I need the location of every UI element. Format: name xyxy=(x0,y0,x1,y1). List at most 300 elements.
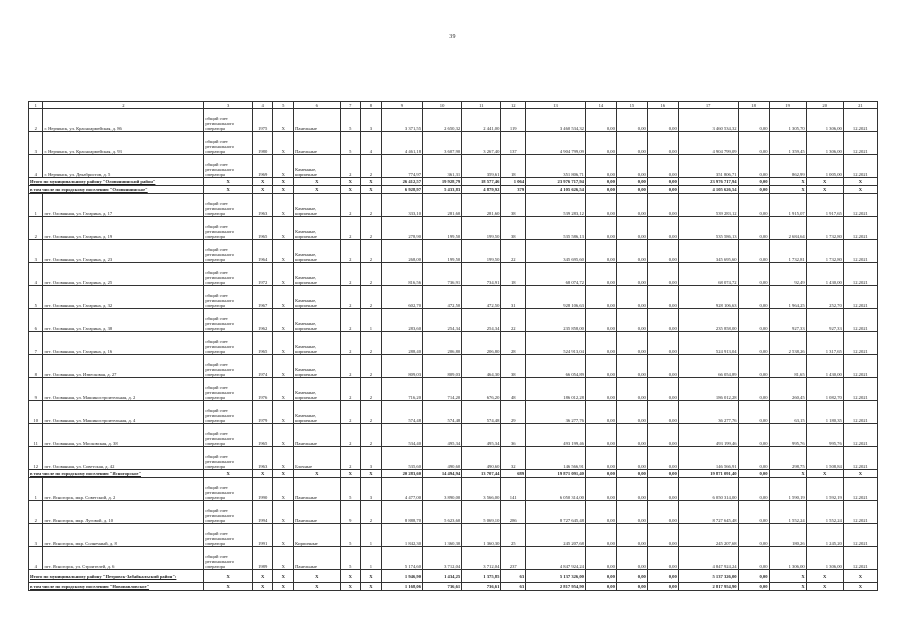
table-cell: 281,60 xyxy=(423,194,462,217)
table-cell: пгт. Оловянная, ул. Гагарина, д. 17 xyxy=(43,194,204,217)
table-cell: X xyxy=(769,570,806,583)
table-cell: 12.2021 xyxy=(843,132,877,155)
table-cell: общий счет регионального оператора xyxy=(204,132,252,155)
table-cell: X xyxy=(361,570,382,583)
table-cell: 0,00 xyxy=(585,217,616,240)
column-number-cell: 8 xyxy=(361,102,382,109)
table-cell: общий счет регионального оператора xyxy=(204,478,252,501)
table-row xyxy=(29,332,878,355)
table-cell: 186 012,28 xyxy=(678,378,738,401)
table-cell: 12.2021 xyxy=(843,263,877,286)
column-number-cell: 9 xyxy=(381,102,422,109)
table-cell: 0,00 xyxy=(738,424,769,447)
table-cell: 495,34 xyxy=(462,424,501,447)
table-cell: 0,00 xyxy=(585,309,616,332)
table-cell: 38 xyxy=(501,194,526,217)
table-cell: 119 xyxy=(501,109,526,132)
table-cell: 6 xyxy=(29,309,43,332)
table-cell: 0,00 xyxy=(647,309,678,332)
table-cell: 361,31 xyxy=(423,155,462,178)
table-cell: г. Нерчинск, ул. Красноармейская, д. 93 xyxy=(43,132,204,155)
table-cell: 1976 xyxy=(252,378,273,401)
table-cell: X xyxy=(273,424,294,447)
table-cell: пгт. Ясногорск, мкр. Солнечный, д. 8 xyxy=(43,524,204,547)
table-cell: 1 590,19 xyxy=(769,478,806,501)
table-cell: 22 xyxy=(501,309,526,332)
table-cell: X xyxy=(273,217,294,240)
table-cell: 2 650,32 xyxy=(423,109,462,132)
table-cell: 2 xyxy=(361,194,382,217)
table-cell: 2 xyxy=(340,240,361,263)
table-cell: 0,00 xyxy=(616,424,647,447)
table-cell: 1 592,19 xyxy=(806,478,843,501)
table-cell: 0,00 xyxy=(616,378,647,401)
table-cell: пгт. Оловянная, ул. Гагарина, д. 38 xyxy=(43,309,204,332)
table-cell: 0,00 xyxy=(738,109,769,132)
table-cell: 1 064 xyxy=(501,178,526,186)
table-cell: Панельные xyxy=(294,132,340,155)
table-cell: 252,70 xyxy=(806,286,843,309)
table-row xyxy=(29,194,878,217)
table-cell: 535 586,13 xyxy=(678,217,738,240)
table-cell: 0,00 xyxy=(647,263,678,286)
table-cell: X xyxy=(252,186,273,194)
table-cell: X xyxy=(273,240,294,263)
table-cell: 345 695,60 xyxy=(526,240,586,263)
table-cell: 2 xyxy=(340,309,361,332)
table-cell: X xyxy=(273,355,294,378)
column-number-cell: 20 xyxy=(806,102,843,109)
table-cell: 12.2021 xyxy=(843,355,877,378)
table-cell: 774,97 xyxy=(381,155,422,178)
table-cell: 12.2021 xyxy=(843,501,877,524)
table-cell: 1 360,30 xyxy=(462,524,501,547)
table-cell: 0,00 xyxy=(585,547,616,570)
table-cell: 524 913,04 xyxy=(678,332,738,355)
table-cell: 0,00 xyxy=(585,447,616,470)
table-cell: 1 430,00 xyxy=(806,263,843,286)
table-cell: 2 xyxy=(361,286,382,309)
table-cell: X xyxy=(769,178,806,186)
column-number-cell: 17 xyxy=(678,102,738,109)
column-number-cell: 18 xyxy=(738,102,769,109)
table-cell: 5 xyxy=(29,286,43,309)
table-cell: X xyxy=(204,583,252,591)
column-number-cell: 19 xyxy=(769,102,806,109)
table-cell: 5 433,83 xyxy=(423,186,462,194)
table-cell: 286 xyxy=(501,501,526,524)
table-cell: 4 904 799,09 xyxy=(526,132,586,155)
table-cell: 5 xyxy=(340,524,361,547)
table-cell: 0,00 xyxy=(616,186,647,194)
table-cell: Каменные, кирпичные xyxy=(294,355,340,378)
table-cell: 574,48 xyxy=(381,401,422,424)
table-cell: 927,33 xyxy=(806,309,843,332)
column-number-cell: 10 xyxy=(423,102,462,109)
table-cell: 2 xyxy=(361,332,382,355)
table-cell: X xyxy=(273,501,294,524)
table-cell: Каменные, кирпичные xyxy=(294,401,340,424)
table-cell: 0,00 xyxy=(616,401,647,424)
table-cell: 0,00 xyxy=(616,240,647,263)
table-cell: 2 xyxy=(361,263,382,286)
table-cell: 36 277,76 xyxy=(526,401,586,424)
table-cell: X xyxy=(204,470,252,478)
table-cell: X xyxy=(769,186,806,194)
table-cell: 0,00 xyxy=(738,194,769,217)
table-cell: пгт. Оловянная, ул. Московская, д. 38 xyxy=(43,424,204,447)
table-cell: 0,00 xyxy=(585,263,616,286)
table-cell: 3 xyxy=(29,524,43,547)
table-cell: X xyxy=(252,570,273,583)
table-cell: 0,00 xyxy=(616,583,647,591)
table-cell: 490,60 xyxy=(423,447,462,470)
table-cell: 3 xyxy=(361,478,382,501)
table-cell: 2 xyxy=(340,194,361,217)
table-cell: X xyxy=(806,583,843,591)
table-cell: 5 xyxy=(340,478,361,501)
table-cell: Панельные xyxy=(294,109,340,132)
table-cell: Каменные, кирпичные xyxy=(294,155,340,178)
table-cell: 20 283,60 xyxy=(381,470,422,478)
table-cell: 283,60 xyxy=(381,309,422,332)
table-cell: 0,00 xyxy=(647,447,678,470)
table-cell: 0,00 xyxy=(738,263,769,286)
table-cell: 1980 xyxy=(252,132,273,155)
table-row xyxy=(29,424,878,447)
table-cell: 0,00 xyxy=(647,186,678,194)
table-cell: 539 283,12 xyxy=(526,194,586,217)
table-cell: 0,00 xyxy=(647,132,678,155)
table-cell: X xyxy=(273,309,294,332)
table-cell: общий счет регионального оператора xyxy=(204,155,252,178)
table-cell: 0,00 xyxy=(585,401,616,424)
table-cell: 0,00 xyxy=(738,478,769,501)
table-cell: 4 xyxy=(29,263,43,286)
table-cell: 0,00 xyxy=(585,194,616,217)
table-cell: пгт. Оловянная, ул. Гагарина, д. 19 xyxy=(43,217,204,240)
table-cell: Каменные, кирпичные xyxy=(294,332,340,355)
table-cell: X xyxy=(273,263,294,286)
table-row xyxy=(29,263,878,286)
table-cell: 3 xyxy=(361,109,382,132)
table-cell: 245 207,68 xyxy=(526,524,586,547)
table-cell: 12.2021 xyxy=(843,424,877,447)
table-cell: X xyxy=(843,470,877,478)
summary-row xyxy=(29,583,878,591)
table-cell: 1 317,65 xyxy=(806,332,843,355)
table-cell: 2 xyxy=(340,447,361,470)
table-cell: 0,00 xyxy=(616,263,647,286)
table-cell: 1994 xyxy=(252,501,273,524)
table-cell: 351 806,71 xyxy=(526,155,586,178)
table-cell: 1 917,65 xyxy=(806,194,843,217)
table-cell: 0,00 xyxy=(585,478,616,501)
table-cell: 63 xyxy=(501,583,526,591)
table-cell: 0,00 xyxy=(647,570,678,583)
table-cell: 8 xyxy=(29,355,43,378)
table-cell: пгт. Оловянная, ул. Машиностроительная, д. 4 xyxy=(43,401,204,424)
summary-row xyxy=(29,186,878,194)
table-cell: 1 946,90 xyxy=(381,570,422,583)
table-cell: 199,50 xyxy=(462,240,501,263)
table-cell: X xyxy=(340,178,361,186)
table-cell: 379 xyxy=(501,186,526,194)
table-cell: общий счет регионального оператора xyxy=(204,309,252,332)
table-cell: 714,20 xyxy=(423,378,462,401)
table-cell: X xyxy=(252,470,273,478)
table-cell: 26 412,57 xyxy=(381,178,422,186)
table-cell: общий счет регионального оператора xyxy=(204,424,252,447)
table-cell: 254,34 xyxy=(423,309,462,332)
table-cell: 2 xyxy=(29,501,43,524)
table-cell: 574,48 xyxy=(423,401,462,424)
table-cell: 9 xyxy=(29,378,43,401)
table-cell: X xyxy=(273,186,294,194)
table-cell: Каменные, кирпичные xyxy=(294,263,340,286)
table-cell: 1989 xyxy=(252,547,273,570)
table-cell: X xyxy=(806,178,843,186)
housing-repair-table xyxy=(28,101,878,591)
table-cell: 5 069,10 xyxy=(462,501,501,524)
table-cell: 602,70 xyxy=(381,286,422,309)
table-cell: 19 928,79 xyxy=(423,178,462,186)
table-cell: г. Нерчинск, ул. Декабристов, д. 5 xyxy=(43,155,204,178)
table-cell: 1 005,00 xyxy=(806,155,843,178)
table-cell: 31 xyxy=(501,286,526,309)
table-cell: 146 566,91 xyxy=(678,447,738,470)
table-cell: 0,00 xyxy=(738,240,769,263)
table-cell: общий счет регионального оператора xyxy=(204,401,252,424)
table-cell: 0,00 xyxy=(616,132,647,155)
table-cell: 2 xyxy=(340,155,361,178)
table-cell: 5 xyxy=(340,132,361,155)
table-cell: 1964 xyxy=(252,240,273,263)
table-cell: Каменные, кирпичные xyxy=(294,309,340,332)
table-cell: X xyxy=(273,132,294,155)
table-cell: 1 732,80 xyxy=(806,217,843,240)
table-cell: X xyxy=(340,470,361,478)
table-cell: X xyxy=(340,583,361,591)
table-cell: 535 586,13 xyxy=(526,217,586,240)
table-cell: 0,00 xyxy=(738,547,769,570)
table-cell: 235 858,00 xyxy=(678,309,738,332)
table-cell: X xyxy=(361,470,382,478)
table-cell: 245 207,68 xyxy=(678,524,738,547)
table-cell: X xyxy=(204,178,252,186)
table-cell: X xyxy=(273,155,294,178)
table-cell: 12.2021 xyxy=(843,447,877,470)
table-row xyxy=(29,447,878,470)
table-cell: 180,26 xyxy=(769,524,806,547)
table-cell: 7 xyxy=(29,332,43,355)
table-cell: общий счет регионального оператора xyxy=(204,217,252,240)
table-cell: 12.2021 xyxy=(843,109,877,132)
table-cell: пгт. Ясногорск, мкр. Луговой, д. 10 xyxy=(43,501,204,524)
table-cell: X xyxy=(252,583,273,591)
table-cell: 6 050 314,00 xyxy=(526,478,586,501)
table-cell: 2 xyxy=(340,378,361,401)
table-cell: 13 707,44 xyxy=(462,470,501,478)
table-cell: 8 727 645,48 xyxy=(526,501,586,524)
table-cell: 2 xyxy=(29,217,43,240)
table-cell: 734,91 xyxy=(462,263,501,286)
table-cell: 288,40 xyxy=(381,332,422,355)
column-number-row xyxy=(29,102,878,109)
table-cell: 36 xyxy=(501,424,526,447)
table-cell: 8 888,70 xyxy=(381,501,422,524)
table-cell: X xyxy=(361,583,382,591)
table-cell: 48 xyxy=(501,378,526,401)
table-cell: 1991 xyxy=(252,524,273,547)
table-cell: 1965 xyxy=(252,332,273,355)
table-cell: 1 306,00 xyxy=(806,109,843,132)
table-cell: 6 050 314,00 xyxy=(678,478,738,501)
table-cell: 1 552,24 xyxy=(806,501,843,524)
column-number-cell: 15 xyxy=(616,102,647,109)
table-cell: общий счет регионального оператора xyxy=(204,501,252,524)
table-row xyxy=(29,132,878,155)
table-cell: общий счет регионального оператора xyxy=(204,378,252,401)
table-cell: 12.2021 xyxy=(843,478,877,501)
table-cell: 539 283,12 xyxy=(678,194,738,217)
table-cell: X xyxy=(769,583,806,591)
table-cell: 927,33 xyxy=(769,309,806,332)
table-cell: 676,20 xyxy=(462,378,501,401)
table-cell: 5 137 326,00 xyxy=(526,570,586,583)
table-cell: 0,00 xyxy=(647,501,678,524)
table-cell: 1965 xyxy=(252,217,273,240)
table-cell: 345 695,60 xyxy=(678,240,738,263)
table-cell: 0,00 xyxy=(616,178,647,186)
table-cell: 2 xyxy=(361,501,382,524)
table-cell: 5 623,60 xyxy=(423,501,462,524)
table-cell: 1 430,00 xyxy=(806,355,843,378)
table-cell: 1963 xyxy=(252,194,273,217)
table-cell: 12.2021 xyxy=(843,547,877,570)
summary-row xyxy=(29,470,878,478)
table-cell: 0,00 xyxy=(738,178,769,186)
table-cell: 0,00 xyxy=(585,583,616,591)
table-cell: 2 xyxy=(340,332,361,355)
table-cell: общий счет регионального оператора xyxy=(204,240,252,263)
table-cell: 0,00 xyxy=(616,332,647,355)
table-cell: 689 xyxy=(501,470,526,478)
table-cell: 1967 xyxy=(252,286,273,309)
table-cell: 535,60 xyxy=(381,447,422,470)
table-cell: 2 817 954,90 xyxy=(678,583,738,591)
table-row xyxy=(29,501,878,524)
table-cell: 2 xyxy=(361,217,382,240)
table-cell: 3 712,04 xyxy=(423,547,462,570)
table-cell: 4 847 924,24 xyxy=(526,547,586,570)
table-cell: 0,00 xyxy=(616,524,647,547)
table-cell: 0,00 xyxy=(585,355,616,378)
table-cell: 25 xyxy=(501,524,526,547)
table-cell: 2 xyxy=(361,424,382,447)
table-cell: общий счет регионального оператора xyxy=(204,332,252,355)
table-cell: 1 508,84 xyxy=(806,447,843,470)
table-cell: X xyxy=(843,178,877,186)
table-cell: 1 305,70 xyxy=(769,109,806,132)
table-cell: 0,00 xyxy=(738,524,769,547)
table-cell: X xyxy=(273,547,294,570)
table-cell: пгт. Оловянная, ул. Гагарина, д. 16 xyxy=(43,332,204,355)
table-row xyxy=(29,524,878,547)
table-cell: 1 168,06 xyxy=(381,583,422,591)
table-row xyxy=(29,547,878,570)
table-cell: 0,00 xyxy=(616,447,647,470)
table-cell: 351 806,71 xyxy=(678,155,738,178)
table-cell: 1990 xyxy=(252,478,273,501)
table-cell: 2 xyxy=(361,401,382,424)
table-cell: 18 577,46 xyxy=(462,178,501,186)
table-cell: 0,00 xyxy=(647,470,678,478)
table-cell: X xyxy=(273,524,294,547)
table-cell: 22 xyxy=(501,240,526,263)
table-cell: 472,50 xyxy=(423,286,462,309)
table-cell: 5 137 326,00 xyxy=(678,570,738,583)
table-cell: 1 xyxy=(361,524,382,547)
table-cell: 1 xyxy=(361,309,382,332)
table-cell: 32 xyxy=(501,447,526,470)
table-cell: X xyxy=(806,570,843,583)
table-cell: 12.2021 xyxy=(843,524,877,547)
summary-row xyxy=(29,178,878,186)
table-cell: 0,00 xyxy=(616,355,647,378)
table-cell: 816,56 xyxy=(381,263,422,286)
table-cell: пгт. Оловянная, ул. Машиностроительная, д. 2 xyxy=(43,378,204,401)
table-cell: 2 xyxy=(340,217,361,240)
table-cell: 1974 xyxy=(252,355,273,378)
table-cell: 12.2021 xyxy=(843,194,877,217)
table-cell: 0,00 xyxy=(616,286,647,309)
table-cell: 5 174,60 xyxy=(381,547,422,570)
table-cell: 0,00 xyxy=(585,132,616,155)
table-cell: 29 xyxy=(501,401,526,424)
table-cell: 0,00 xyxy=(738,401,769,424)
table-cell: X xyxy=(769,470,806,478)
table-cell: 534,40 xyxy=(381,424,422,447)
table-cell: 0,00 xyxy=(647,332,678,355)
table-cell: пгт. Ясногорск, ул. Строителей, д. 6 xyxy=(43,547,204,570)
table-cell: Каменные, кирпичные xyxy=(294,217,340,240)
table-cell: 3 890,00 xyxy=(423,478,462,501)
table-cell: 2 xyxy=(361,240,382,263)
table-cell: 9 xyxy=(340,501,361,524)
table-cell: 18 xyxy=(501,263,526,286)
table-cell: X xyxy=(843,583,877,591)
table-cell: 0,00 xyxy=(616,309,647,332)
column-number-cell: 11 xyxy=(462,102,501,109)
table-cell: общий счет регионального оператора xyxy=(204,286,252,309)
table-cell: 0,00 xyxy=(738,155,769,178)
table-cell: 12.2021 xyxy=(843,286,877,309)
summary-label-cell: в том числе по городскому поселению "Ясногорское" xyxy=(29,470,204,478)
table-cell: 1 306,00 xyxy=(769,547,806,570)
table-cell: 2 xyxy=(361,155,382,178)
table-cell: общий счет регионального оператора xyxy=(204,263,252,286)
table-cell: 736,61 xyxy=(423,583,462,591)
table-cell: 12.2021 xyxy=(843,217,877,240)
table-cell: 0,00 xyxy=(647,286,678,309)
table-cell: 268,00 xyxy=(381,240,422,263)
table-cell: 12.2021 xyxy=(843,240,877,263)
table-cell: X xyxy=(340,186,361,194)
column-number-cell: 2 xyxy=(43,102,204,109)
table-cell: 1 xyxy=(29,478,43,501)
table-cell: 928 106,63 xyxy=(678,286,738,309)
